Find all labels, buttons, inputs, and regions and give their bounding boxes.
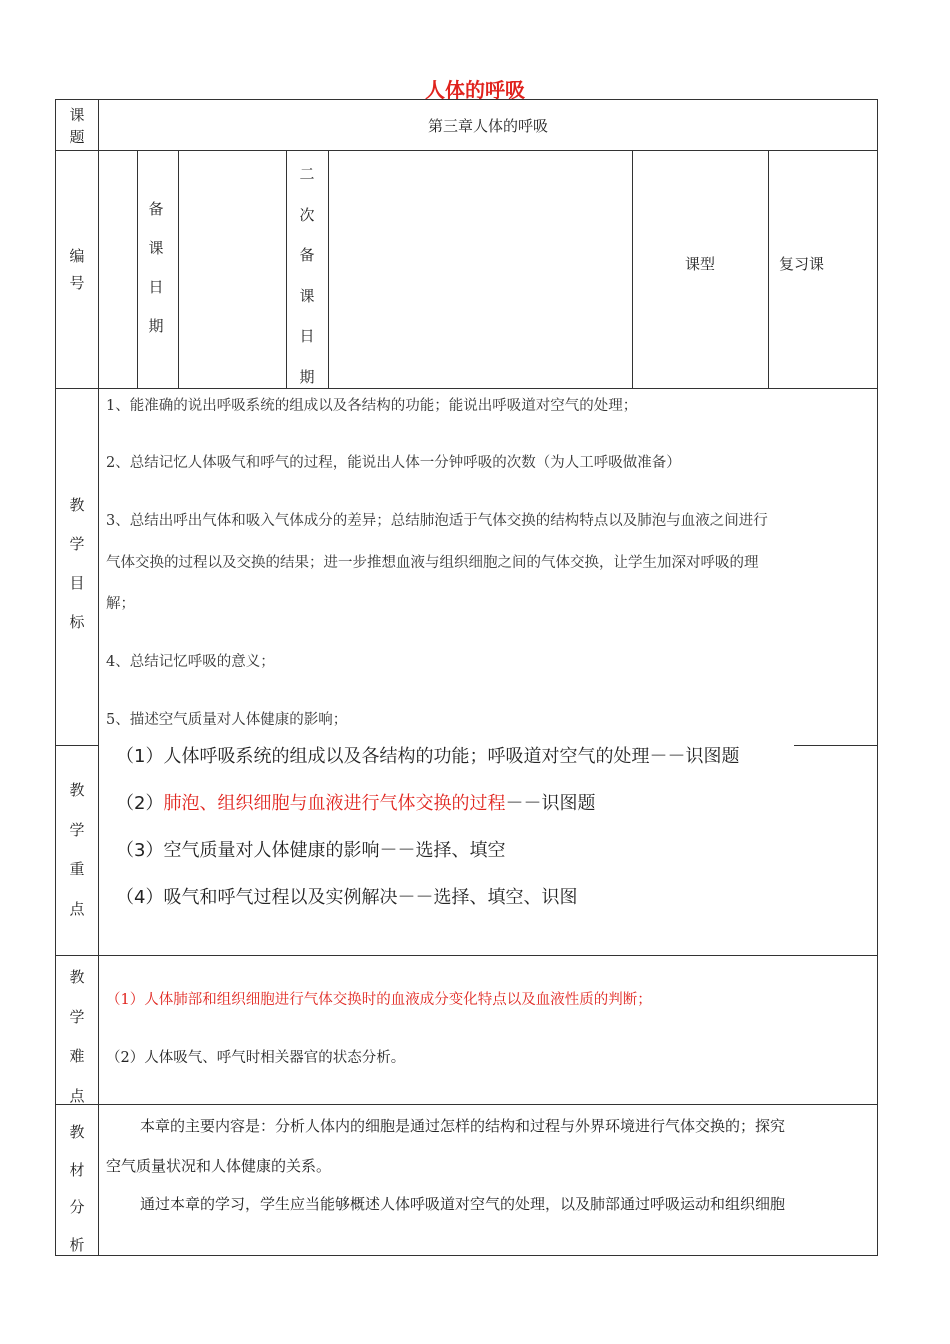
vertical-label-char: 点 [69,1086,85,1105]
vertical-label-char: 期 [148,317,164,335]
course-value: 第三章人体的呼吸 [427,117,548,135]
objective-item: 4、总结记忆呼吸的意义； [106,654,275,670]
vertical-label-char: 教 [69,496,85,514]
analysis-label-text [67,1114,87,1264]
column-divider [137,150,138,388]
difficulties-label [67,958,87,1116]
vertical-label-char: 备 [299,246,315,264]
vertical-label-char: 教 [69,1123,85,1141]
objective-item: 5、描述空气质量对人体健康的影响； [106,712,348,728]
vertical-label-char: 教 [69,781,85,799]
row-divider [55,745,99,746]
second-prep-date-label-text [297,154,317,397]
number-label [67,243,87,297]
vertical-label-char: 点 [69,899,85,918]
vertical-label-char: 学 [69,1007,85,1026]
column-divider [98,99,99,1256]
column-divider [768,150,769,388]
vertical-label-char: 课 [299,286,315,305]
row-divider [55,1104,878,1105]
vertical-label-char: 教 [69,968,85,986]
key-point-item: （3）空气质量对人体健康的影响－－选择、填空 [116,840,506,861]
vertical-label-char: 备 [148,200,164,218]
column-divider [286,150,287,388]
vertical-label-char: 编 [69,247,85,265]
page-title: 人体的呼吸 [425,78,525,102]
vertical-label-char: 标 [69,613,85,631]
analysis-label [67,1114,87,1264]
vertical-label-char: 分 [69,1198,85,1216]
vertical-label-char: 课 [69,106,85,124]
prep-date-label-text [146,190,166,346]
second-prep-date-label [297,154,317,397]
objective-item: 1、能准确的说出呼吸系统的组成以及各结构的功能；能说出呼吸道对空气的处理； [106,398,638,414]
lesson-type-value: 复习课 [779,255,825,273]
vertical-label-char: 二 [299,165,315,183]
key-point-item: （1）人体呼吸系统的组成以及各结构的功能；呼吸道对空气的处理－－识图题 [116,746,740,767]
vertical-label-char: 次 [299,205,315,224]
objective-item: 3、总结出呼出气体和吸入气体成分的差异；总结肺泡适于气体交换的结构特点以及肺泡与血液之间进行 [106,513,768,529]
row-divider [794,745,878,746]
objectives-label [67,486,87,642]
analysis-line: 本章的主要内容是：分析人体内的细胞是通过怎样的结构和过程与外界环境进行气体交换的；探究 [140,1117,786,1135]
objective-item: 2、总结记忆人体吸气和呼气的过程，能说出人体一分钟呼吸的次数（为人工呼吸做准备） [106,455,681,471]
analysis-line: 空气质量状况和人体健康的关系。 [106,1157,332,1175]
vertical-label-char: 目 [69,574,85,592]
vertical-label-char: 学 [69,535,85,553]
prep-date-label [146,190,166,346]
key-point-number: （2） [116,793,164,814]
difficulty-item: （2）人体吸气、呼气时相关器官的状态分析。 [106,1050,406,1066]
objectives-label-text [67,486,87,642]
vertical-label-char: 号 [69,274,85,292]
vertical-label-char: 期 [299,367,315,386]
row-divider [55,955,878,956]
vertical-label-char: 日 [148,278,164,296]
vertical-label-char: 日 [299,327,315,345]
difficulties-label-text [67,958,87,1116]
vertical-label-char: 难 [69,1047,85,1065]
objective-item: 气体交换的过程以及交换的结果；进一步推想血液与组织细胞之间的气体交换，让学生加深对呼吸的理 [106,555,759,571]
vertical-label-char: 题 [69,128,85,146]
number-label-text [67,243,87,297]
objective-item: 解； [106,596,135,612]
lesson-type-label: 课型 [685,255,716,273]
course-label-text [67,104,87,148]
key-point-highlight: 肺泡、组织细胞与血液进行气体交换的过程 [163,793,506,814]
key-point-item [116,789,595,815]
column-divider [178,150,179,388]
row-divider [55,388,878,389]
vertical-label-char: 重 [69,860,85,878]
vertical-label-char: 课 [148,239,164,257]
key-point-suffix: －－识图题 [505,793,596,814]
analysis-line: 通过本章的学习，学生应当能够概述人体呼吸道对空气的处理，以及肺部通过呼吸运动和组织细胞 [140,1195,786,1213]
key-point-item: （4）吸气和呼气过程以及实例解决－－选择、填空、识图 [116,887,578,908]
course-label [67,104,87,148]
vertical-label-char: 学 [69,820,85,839]
difficulty-item: （1）人体肺部和组织细胞进行气体交换时的血液成分变化特点以及血液性质的判断； [106,992,652,1008]
key-points-label-text [67,771,87,929]
key-points-label [67,771,87,929]
column-divider [632,150,633,388]
column-divider [328,150,329,388]
vertical-label-char: 析 [69,1235,85,1254]
vertical-label-char: 材 [69,1160,85,1179]
